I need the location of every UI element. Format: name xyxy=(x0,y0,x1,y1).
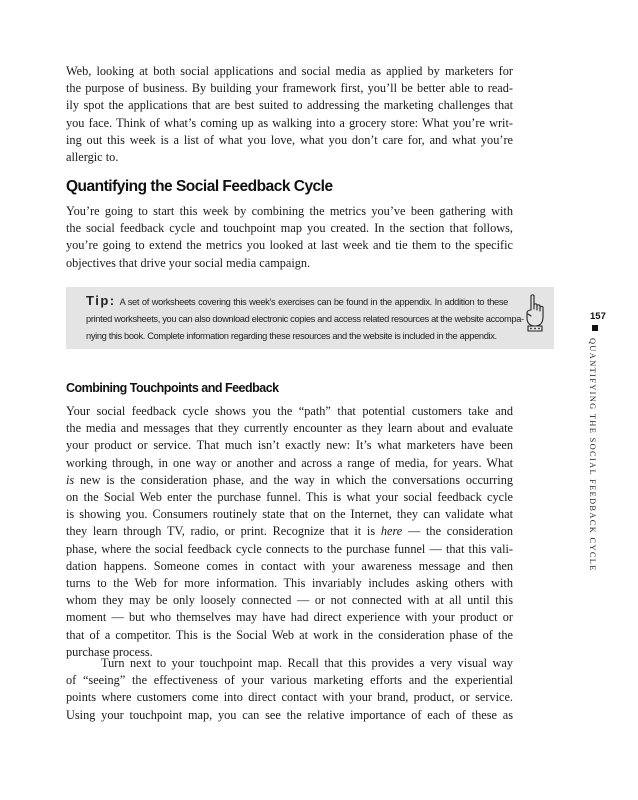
tip-label: Tip: xyxy=(86,293,116,308)
text-line: You’re going to start this week by combining the metrics you’ve been gathering with xyxy=(66,204,513,218)
tip-box xyxy=(66,287,554,349)
text-line: the purpose of business. By building your framework first, you’ll be better able to read- xyxy=(66,81,513,96)
subheading: Combining Touchpoints and Feedback xyxy=(66,381,279,395)
intro-paragraph xyxy=(66,63,513,166)
text-line: moment — but who themselves may have had direct experience with your product or xyxy=(66,610,513,625)
tip-line-3: nying this book. Complete information regarding these resources and the website is included in the appendix. xyxy=(86,331,497,341)
text-line: points where customers come into direct contact with your brand, product, or service. xyxy=(66,690,513,705)
tip-line xyxy=(86,292,508,311)
emphasis: here xyxy=(380,524,403,539)
text-line: that of a competitor. This is the Social Web at work in the consideration phase of the xyxy=(66,627,513,642)
text-fragment: new is the consideration phase, and the way in which the conversations occurring xyxy=(74,472,513,487)
text-line: whom they may be only loosely connected — or not connected with at all until this xyxy=(66,593,513,608)
section-heading: Quantifying the Social Feedback Cycle xyxy=(66,178,333,195)
text-line: Your social feedback cycle shows you the “path” that potential customers take and xyxy=(66,404,513,418)
text-line: you face. Think of what’s coming up as walking into a grocery store: What you’re writ- xyxy=(66,115,513,130)
tip-line-2: printed worksheets, you can also download electronic copies and access related resources at the website accompa- xyxy=(86,314,524,324)
tip-line-1: A set of worksheets covering this week’s exercises can be found in the appendix. In addition to these xyxy=(119,297,508,307)
text-line: ily spot the applications that are best suited to addressing the marketing challenges that xyxy=(66,98,513,113)
pointing-hand-icon xyxy=(522,293,548,333)
text-line: Web, looking at both social applications and social media as applied by marketers for xyxy=(66,64,513,78)
running-head: QUANTIFYING THE SOCIAL FEEDBACK CYCLE xyxy=(588,338,597,572)
square-bullet-icon xyxy=(592,325,598,331)
text-line: phase, where the social feedback cycle connects to the purchase funnel — that this vali- xyxy=(66,541,513,556)
section-paragraph xyxy=(66,203,513,272)
text-line: your product or service. That much isn’t exactly new: It’s what marketers have been xyxy=(66,438,513,453)
text-line xyxy=(66,523,513,540)
text-line: you’re going to extend the metrics you looked at last week and tie them to the specific xyxy=(66,238,513,253)
text-line: Using your touchpoint map, you can see the relative importance of each of these as xyxy=(66,707,513,722)
body-paragraph xyxy=(66,655,513,724)
text-line: dation happens. Someone comes in contact with your awareness message and then xyxy=(66,558,513,573)
text-line: purchase process. xyxy=(66,644,153,659)
text-line: Turn next to your touchpoint map. Recall that this provides a very visual way xyxy=(101,656,513,670)
text-fragment: — the consideration xyxy=(402,524,513,539)
page-number: 157 xyxy=(590,311,606,322)
text-fragment: they learn through TV, radio, or print. Recognize that it is xyxy=(66,524,381,539)
text-line: on the Social Web enter the purchase funnel. This is what your social feedback cycle xyxy=(66,490,513,505)
text-line: the media and messages that they currently encounter as they learn about and evaluate xyxy=(66,421,513,436)
emphasis: is xyxy=(66,472,75,487)
text-line: objectives that drive your social media campaign. xyxy=(66,255,311,270)
body-paragraph xyxy=(66,403,513,661)
text-line: working through, in one way or another and across a range of media, for years. What xyxy=(66,455,513,470)
text-line: of “seeing” the effectiveness of your various marketing efforts and the experiential xyxy=(66,673,513,688)
text-line: the social feedback cycle and touchpoint map you created. In the section that follows, xyxy=(66,221,513,236)
tip-text xyxy=(86,292,524,345)
text-line: is showing you. Consumers routinely state that on the Internet, they can validate what xyxy=(66,507,513,522)
text-line: ing out this week is a list of what you love, what you don’t care for, and what you’re xyxy=(66,132,513,147)
text-line: turns to the Web for more information. This invariably includes asking others with xyxy=(66,576,513,591)
text-line xyxy=(66,472,513,489)
text-line: allergic to. xyxy=(66,150,119,165)
